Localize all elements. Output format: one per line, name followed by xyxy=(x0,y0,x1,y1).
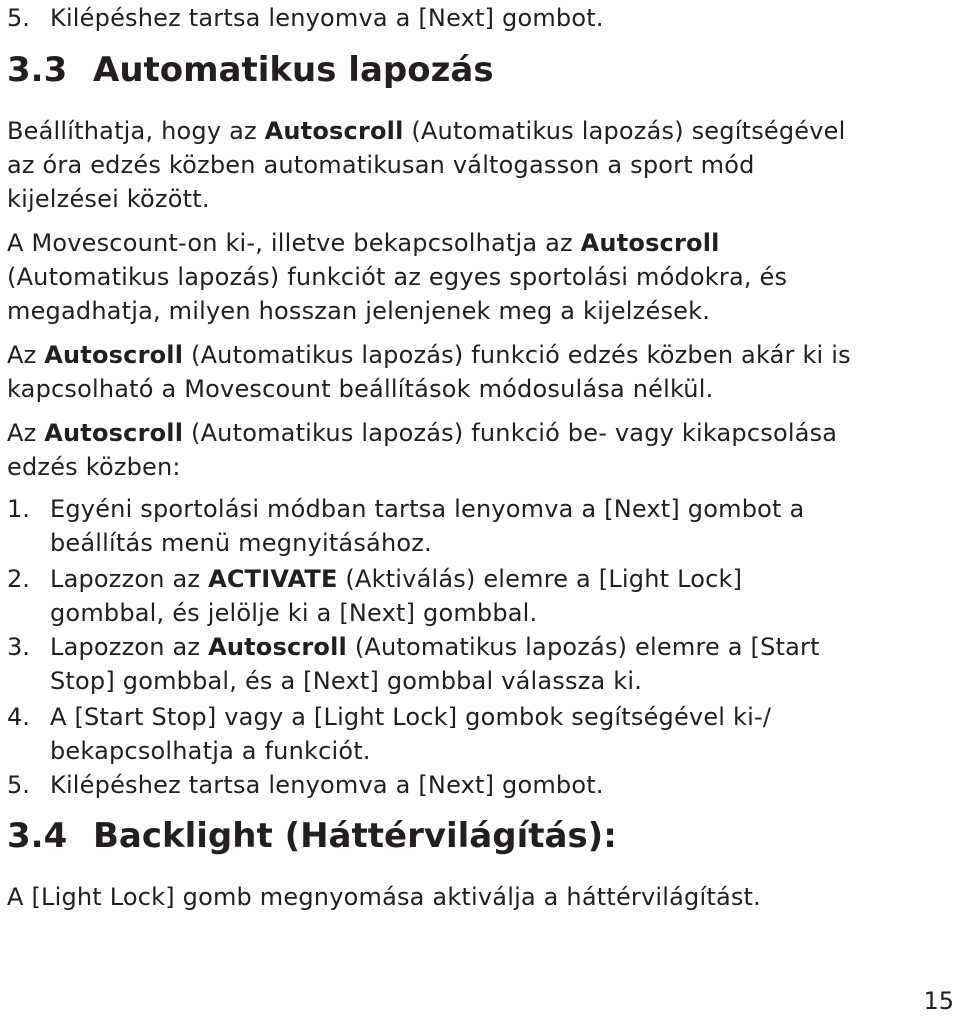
step-number: 5. xyxy=(7,771,30,799)
step-text: bekapcsolhatja a funkciót. xyxy=(50,737,371,765)
text-run: Az xyxy=(7,419,45,447)
term-autoscroll: Autoscroll xyxy=(44,419,184,447)
step-text: Stop] gombbal, és a [Next] gombbal válassza ki. xyxy=(50,667,643,695)
text-run: (Automatikus lapozás) elemre a [Start xyxy=(346,633,820,661)
term-autoscroll: Autoscroll xyxy=(264,117,404,145)
paragraph-line: megadhatja, milyen hosszan jelenjenek meg a kijelzések. xyxy=(7,297,711,325)
term-autoscroll: Autoscroll xyxy=(208,633,347,661)
term-activate: ACTIVATE xyxy=(208,565,338,593)
term-autoscroll: Autoscroll xyxy=(580,229,720,257)
step-text xyxy=(50,630,820,664)
step-text: Kilépéshez tartsa lenyomva a [Next] gombot. xyxy=(50,4,604,32)
paragraph-line xyxy=(7,416,837,450)
text-run: Lapozzon az xyxy=(50,633,209,661)
paragraph-line: kijelzései között. xyxy=(7,185,210,213)
section-title: Backlight (Háttérvilágítás): xyxy=(93,816,617,856)
text-run: (Aktiválás) elemre a [Light Lock] xyxy=(337,565,743,593)
term-autoscroll: Autoscroll xyxy=(44,341,184,369)
step-text: Kilépéshez tartsa lenyomva a [Next] gombot. xyxy=(50,771,604,799)
paragraph-line: A [Light Lock] gomb megnyomása aktiválja a háttérvilágítást. xyxy=(7,883,761,911)
section-number: 3.3 xyxy=(7,50,68,90)
paragraph-line xyxy=(7,338,851,372)
step-text: A [Start Stop] vagy a [Light Lock] gombok segítségével ki-/ xyxy=(50,703,772,731)
step-text: gombbal, és jelölje ki a [Next] gombbal. xyxy=(50,599,538,627)
text-run: Lapozzon az xyxy=(50,565,209,593)
paragraph-line xyxy=(7,114,846,148)
paragraph-line: (Automatikus lapozás) funkciót az egyes sportolási módokra, és xyxy=(7,263,788,291)
paragraph-line: kapcsolható a Movescount beállítások módosulása nélkül. xyxy=(7,375,714,403)
step-text xyxy=(50,562,742,596)
text-run: (Automatikus lapozás) segítségével xyxy=(403,117,846,145)
text-run: A Movescount-on ki-, illetve bekapcsolhatja az xyxy=(7,229,581,257)
paragraph-line xyxy=(7,226,720,260)
step-text: Egyéni sportolási módban tartsa lenyomva a [Next] gombot a xyxy=(50,495,805,523)
section-number: 3.4 xyxy=(7,816,68,856)
paragraph-line: edzés közben: xyxy=(7,453,181,481)
text-run: (Automatikus lapozás) funkció be- vagy kikapcsolása xyxy=(183,419,838,447)
text-run: Az xyxy=(7,341,45,369)
step-number: 2. xyxy=(7,565,30,593)
page-number: 15 xyxy=(923,987,954,1015)
text-run: Beállíthatja, hogy az xyxy=(7,117,265,145)
step-number: 4. xyxy=(7,703,30,731)
step-text: beállítás menü megnyitásához. xyxy=(50,529,432,557)
section-heading-3-4 xyxy=(7,814,617,858)
step-number: 5. xyxy=(7,4,30,32)
section-heading-3-3 xyxy=(7,48,494,92)
step-number: 3. xyxy=(7,633,30,661)
step-number: 1. xyxy=(7,495,30,523)
text-run: (Automatikus lapozás) funkció edzés közben akár ki is xyxy=(183,341,851,369)
section-title: Automatikus lapozás xyxy=(93,50,494,90)
paragraph-line: az óra edzés közben automatikusan váltogasson a sport mód xyxy=(7,151,755,179)
